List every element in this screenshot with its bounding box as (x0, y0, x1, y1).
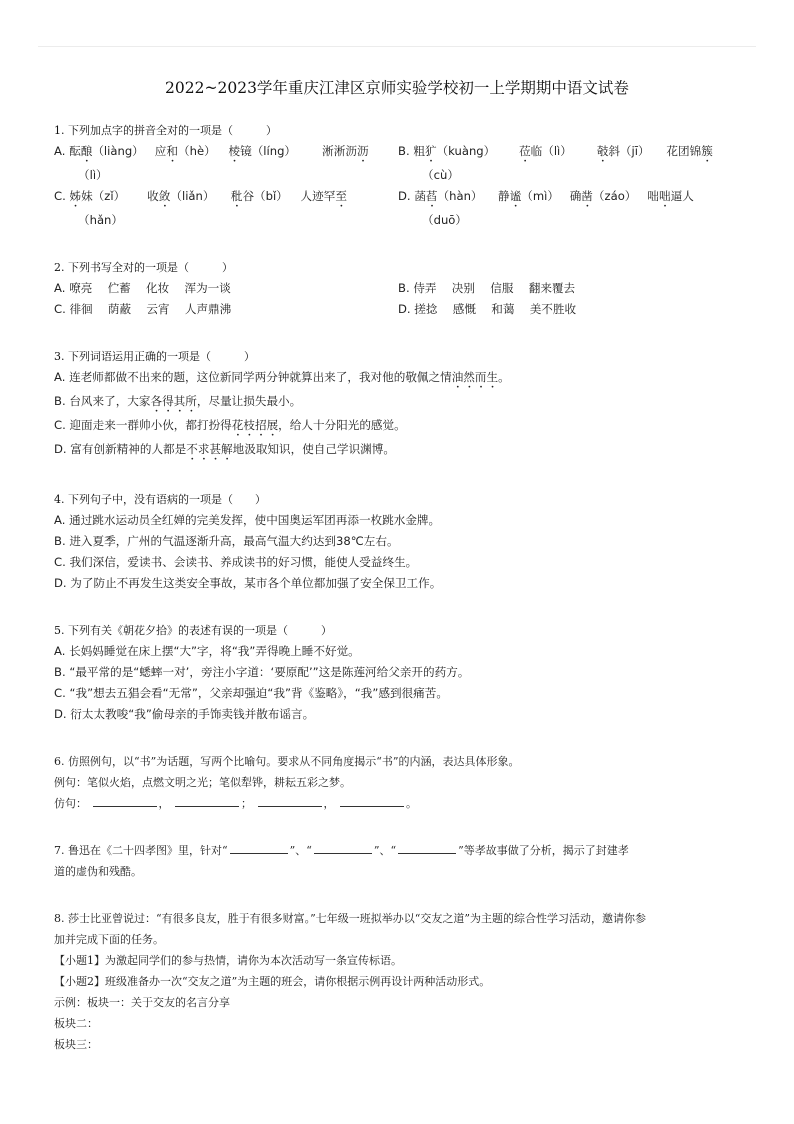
dotted-phrase: 各得其所 (150, 394, 197, 408)
q3-option-d[interactable]: D. 富有创新精神的人都是不求甚解地汲取知识，使自己学识渊博。 (54, 442, 395, 456)
q7-blank-1[interactable] (230, 843, 288, 854)
q1-c-continuation: （hǎn） (78, 213, 123, 227)
question-5 (54, 620, 744, 725)
dotted-phrase: 不求甚解 (186, 442, 233, 456)
q8-line-1: 8. 莎士比亚曾说过：“有很多良友，胜于有很多财富。”七年级一班拟举办以“交友之道”为主题的综合性学习活动，邀请你参 (54, 912, 646, 925)
q1-a-word1: 酝酿（liàng） (69, 144, 144, 158)
question-8 (54, 908, 744, 1055)
q6-blank-1[interactable] (93, 796, 157, 807)
q1-row-ab (54, 141, 744, 186)
q8-block-3[interactable]: 板块三： (54, 1038, 98, 1051)
q6-blank-2[interactable] (175, 796, 239, 807)
q2-option-d[interactable]: D. 搓捻 感慨 和蔼 美不胜收 (398, 302, 577, 316)
q1-a-word2: 应和（hè） (154, 144, 216, 158)
q1-option-b[interactable] (398, 141, 742, 186)
option-label: C. (54, 189, 66, 203)
q5-option-a[interactable]: A. 长妈妈睡觉在床上摆“大”字，将“我”弄得晚上睡不好觉。 (54, 644, 360, 658)
q2-option-b[interactable]: B. 侍弄 决别 信服 翻来覆去 (398, 281, 576, 295)
q1-c-word3: 秕谷（bǐ） (230, 189, 288, 203)
q2-option-c[interactable]: C. 徘徊 荫蔽 云宵 人声鼎沸 (54, 302, 232, 316)
q1-a-word4: 淅淅沥沥 (322, 144, 369, 158)
question-2-stem: 2. 下列书写全对的一项是（ ） (54, 261, 233, 274)
q8-example: 示例：板块一：关于交友的名言分享 (54, 996, 230, 1009)
q4-option-a[interactable]: A. 通过跳水运动员全红婵的完美发挥，使中国奥运军团再添一枚跳水金牌。 (54, 513, 441, 527)
q7-blank-2[interactable] (314, 843, 372, 854)
question-4-stem: 4. 下列句子中，没有语病的一项是（ ） (54, 493, 266, 506)
q4-option-c[interactable]: C. 我们深信，爱读书、会读书、养成读书的好习惯，能使人受益终生。 (54, 555, 418, 569)
q4-option-b[interactable]: B. 进入夏季，广州的气温逐渐升高，最高气温大约达到38℃左右。 (54, 534, 399, 548)
q1-option-a[interactable] (54, 141, 398, 186)
q1-option-c[interactable] (54, 186, 398, 231)
q1-row-cd (54, 186, 744, 231)
q2-row-cd (54, 299, 744, 320)
question-5-stem: 5. 下列有关《朝花夕拾》的表述有误的一项是（ ） (54, 624, 332, 637)
question-1-stem: 1. 下列加点字的拼音全对的一项是（ ） (54, 124, 277, 137)
q1-d-word3: 确凿（záo） (569, 189, 637, 203)
q3-option-b[interactable]: B. 台风来了，大家各得其所，尽量让损失最小。 (54, 394, 302, 408)
option-label: B. (398, 144, 410, 158)
q2-option-a[interactable]: A. 嘹亮 伫蓄 化妆 浑为一谈 (54, 281, 231, 295)
q1-d-word4: 咄咄逼人 (647, 189, 694, 203)
q3-option-a[interactable]: A. 连老师都做不出来的题，这位新同学两分钟就算出来了，我对他的敬佩之情油然而生。 (54, 370, 510, 384)
question-7 (54, 840, 744, 882)
dotted-phrase: 花枝招展 (231, 418, 279, 432)
q5-option-d[interactable]: D. 衍太太教唆“我”偷母亲的手饰卖钱并散布谣言。 (54, 707, 315, 721)
q8-subquestion-2: 【小题2】班级准备办一次“交友之道”为主题的班会，请你根据示例再设计两种活动形式。 (54, 975, 491, 988)
q7-line-1: 7. 鲁迅在《二十四孝图》里，针对“ ”、“ ”、“ ”等孝故事做了分析，揭示了封建孝 (54, 844, 629, 857)
exam-content (54, 120, 744, 1081)
q1-b-word2: 莅临（lì） (519, 144, 572, 158)
q1-c-word1: 姊妹（zǐ） (69, 189, 126, 203)
q1-c-word2: 收敛（liǎn） (147, 189, 215, 203)
q6-imitate-line: 仿句： ， ； ， 。 (54, 797, 417, 810)
q2-row-ab (54, 278, 744, 299)
q7-blank-3[interactable] (398, 843, 456, 854)
q1-b-word1: 粗犷（kuàng） (413, 144, 496, 158)
q1-b-continuation: （cù） (422, 168, 459, 182)
q5-option-c[interactable]: C. “我”想去五猖会看“无常”，父亲却强迫“我”背《鉴略》，“我”感到很痛苦。 (54, 686, 448, 700)
q6-blank-4[interactable] (340, 796, 404, 807)
q6-example: 例句：笔似火焰，点燃文明之光；笔似犁铧，耕耘五彩之梦。 (54, 776, 351, 789)
q4-option-d[interactable]: D. 为了防止不再发生这类安全事故，某市各个单位都加强了安全保卫工作。 (54, 576, 442, 590)
question-6 (54, 751, 744, 814)
q3-option-c[interactable]: C. 迎面走来一群帅小伙，都打扮得花枝招展，给人十分阳光的感觉。 (54, 418, 406, 432)
exam-title: 2022~2023学年重庆江津区京师实验学校初一上学期期中语文试卷 (165, 79, 629, 97)
q1-d-continuation: （duō） (422, 213, 467, 227)
question-4 (54, 489, 744, 594)
question-6-stem: 6. 仿照例句，以“书”为话题，写两个比喻句。要求从不同角度揭示“书”的内涵，表达具体形象。 (54, 755, 520, 768)
q8-subquestion-1: 【小题1】为激起同学们的参与热情，请你为本次活动写一条宣传标语。 (54, 954, 402, 967)
question-3-stem: 3. 下列词语运用正确的一项是（ ） (54, 350, 255, 363)
q5-option-b[interactable]: B. “最平常的是“蟋蟀一对’，旁注小字道：‘要原配’”这是陈莲河给父亲开的药方。 (54, 665, 470, 679)
option-label: D. (398, 189, 411, 203)
question-2 (54, 257, 744, 320)
q1-b-word4: 花团锦簇 (666, 144, 713, 158)
page-top-rule (38, 46, 756, 47)
option-label: A. (54, 144, 66, 158)
q1-option-d[interactable] (398, 186, 742, 231)
q7-line-2: 道的虚伪和残酷。 (54, 865, 142, 878)
question-1 (54, 120, 744, 231)
q6-blank-3[interactable] (258, 796, 322, 807)
question-3 (54, 346, 744, 463)
q1-c-word4: 人迹罕至 (300, 189, 347, 203)
q1-b-word3: 攲斜（jī） (596, 144, 650, 158)
q8-block-2[interactable]: 板块二： (54, 1017, 98, 1030)
q1-d-word2: 静谧（mì） (498, 189, 559, 203)
q1-d-word1: 菡萏（hàn） (414, 189, 483, 203)
dotted-phrase: 油然而生 (451, 370, 499, 384)
q1-a-word3: 棱镜（líng） (228, 144, 297, 158)
q1-a-continuation: （lì） (78, 168, 108, 182)
q8-line-2: 加并完成下面的任务。 (54, 933, 164, 946)
